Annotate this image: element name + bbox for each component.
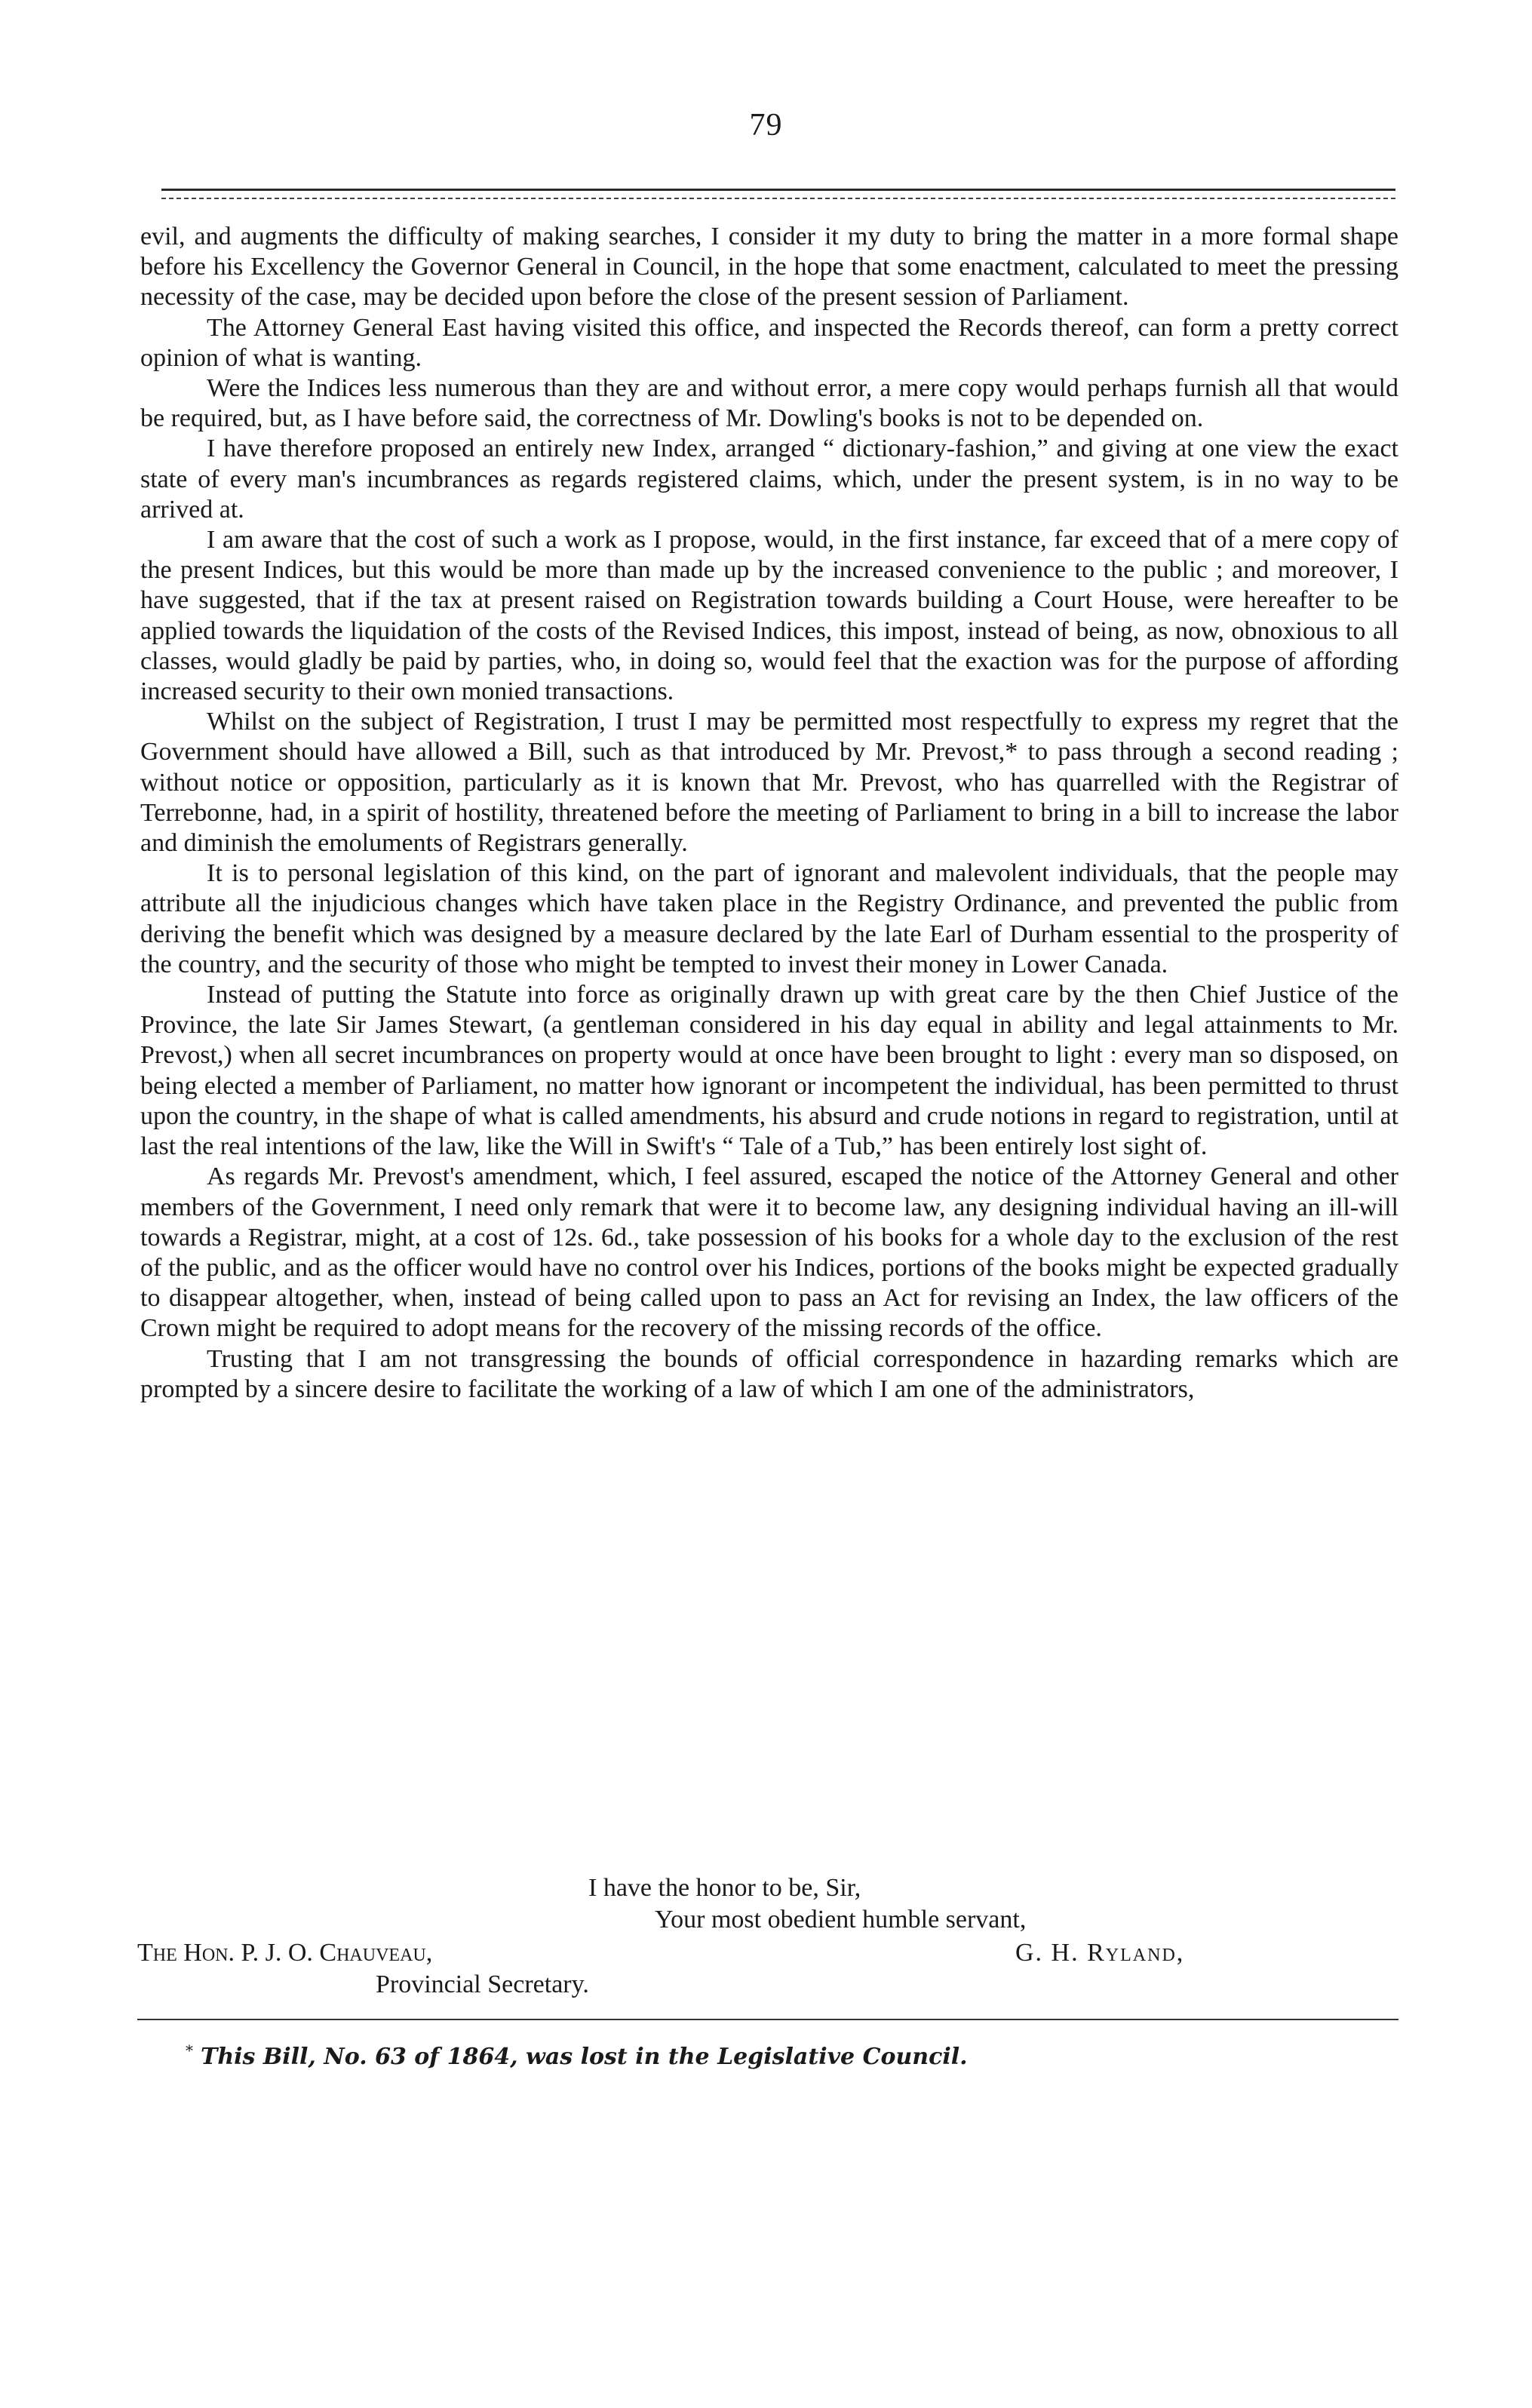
paragraph-3: Were the Indices less numerous than they are and without error, a mere copy would perhaps furnish all that would be required, but, as I have before said, the correctness of Mr. Dowling's books is not to be depended on. — [140, 374, 1398, 433]
paragraph-1: evil, and augments the difficulty of making searches, I consider it my duty to bring the matter in a more formal shape before his Excellency the Governor General in Council, in the hope that some enactment, calculated to meet the pressing necessity of the case, may be decided upon before the close of the present session of Parliament. — [140, 223, 1398, 312]
closing-servant: Your most obedient humble servant, — [655, 1906, 1027, 1933]
footnote-text: This Bill, No. 63 of 1864, was lost in the Legislative Council. — [201, 2044, 968, 2070]
header-rule — [161, 189, 1395, 191]
addressee-name: The Hon. P. J. O. Chauveau, — [137, 1939, 433, 1967]
paragraph-7: It is to personal legislation of this kind, on the part of ignorant and malevolent individuals, that the people may attribute all the injudicious changes which have taken place in the Registry Ordinance, and prevented the public from deriving the benefit which was designed by a measure declared by the late Earl of Durham essential to the prosperity of the country, and the security of those who might be tempted to invest their money in Lower Canada. — [140, 859, 1398, 978]
paragraph-9: As regards Mr. Prevost's amendment, which, I feel assured, escaped the notice of the Attorney General and other members of the Government, I need only remark that were it to become law, any designing individual having an ill-will towards a Registrar, might, at a cost of 12s. 6d., take possession of his books for a whole day to the exclusion of the rest of the public, and as the officer would have no control over his Indices, portions of the books might be expected gradually to disappear altogether, when, instead of being called upon to pass an Act for revising an Index, the law officers of the Crown might be required to adopt means for the recovery of the missing records of the office. — [140, 1163, 1398, 1343]
letter-body — [140, 222, 1398, 1405]
footnote-marker: * — [186, 2041, 193, 2059]
footnote — [186, 2041, 968, 2070]
closing-salutation: I have the honor to be, Sir, — [588, 1874, 861, 1902]
paragraph-8: Instead of putting the Statute into force as originally drawn up with great care by the then Chief Justice of the Province, the late Sir James Stewart, (a gentleman considered in his day equal in ability and legal attainments to Mr. Prevost,) when all secret incumbrances on property would at once have been brought to light : every man so disposed, on being elected a member of Parliament, no matter how ignorant or incompetent the individual, has been permitted to thrust upon the country, in the shape of what is called amendments, his absurd and crude notions in regard to registration, until at last the real intentions of the law, like the Will in Swift's “ Tale of a Tub,” has been entirely lost sight of. — [140, 981, 1398, 1161]
page-number: 79 — [749, 108, 783, 143]
paragraph-4: I have therefore proposed an entirely new Index, arranged “ dictionary-fashion,” and giving at one view the exact state of every man's incumbrances as regards registered claims, which, under the present system, is in no way to be arrived at. — [140, 435, 1398, 524]
header-rule-secondary — [161, 198, 1395, 199]
footnote-rule — [137, 2019, 1398, 2020]
paragraph-6: Whilst on the subject of Registration, I trust I may be permitted most respectfully to express my regret that the Government should have allowed a Bill, such as that introduced by Mr. Prevost,* to pass through a second reading ; without notice or opposition, particularly as it is known that Mr. Prevost, who has quarrelled with the Registrar of Terrebonne, had, in a spirit of hostility, threatened before the meeting of Parliament to bring in a bill to increase the labor and diminish the emoluments of Registrars generally. — [140, 708, 1398, 858]
signature: G. H. Ryland, — [1015, 1939, 1185, 1967]
addressee-title: Provincial Secretary. — [376, 1970, 589, 1998]
paragraph-10: Trusting that I am not transgressing the bounds of official correspondence in hazarding remarks which are prompted by a sincere desire to facilitate the working of a law of which I am one of the administrators, — [140, 1344, 1398, 1403]
paragraph-2: The Attorney General East having visited this office, and inspected the Records thereof, can form a pretty correct opinion of what is wanting. — [140, 313, 1398, 372]
paragraph-5: I am aware that the cost of such a work as I propose, would, in the first instance, far exceed that of a mere copy of the present Indices, but this would be more than made up by the increased convenience to the public ; and moreover, I have suggested, that if the tax at present raised on Registration towards building a Court House, were hereafter to be applied towards the liquidation of the costs of the Revised Indices, this impost, instead of being, as now, obnoxious to all classes, would gladly be paid by parties, who, in doing so, would feel that the exaction was for the purpose of affording increased security to their own monied transactions. — [140, 526, 1398, 706]
